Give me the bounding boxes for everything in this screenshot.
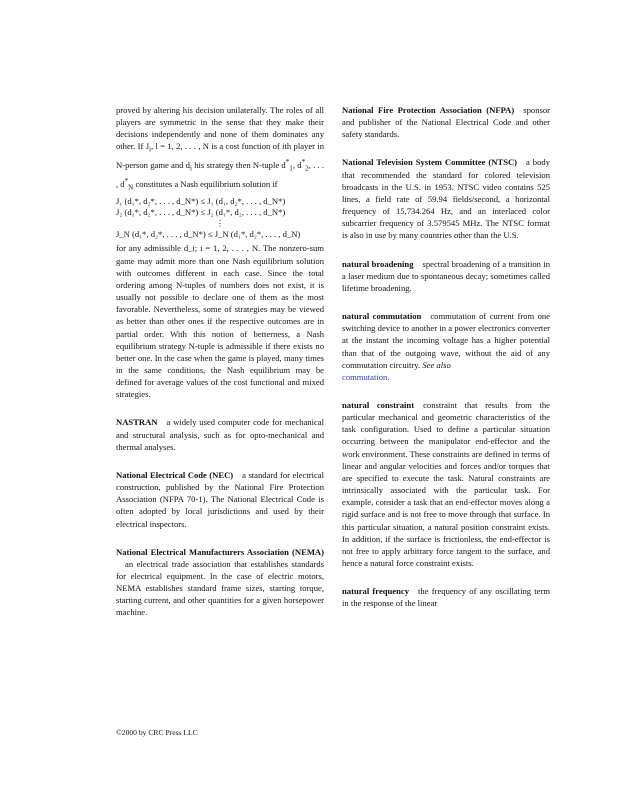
intro-paragraph: proved by altering his decision unilaterally. The roles of all players are symmetric in the sense that they make their decisions independently and none of them dominates any other. If $J_i$, l = 1, 2, . . . , N is a cost function of ith player in N-person game and $d_i$ his strategy then N-tuple $d^*_1$, $d^*_2$, . . . , $d^*_N$ constitutes a Nash equilibrium solution if	[116, 105, 325, 192]
nash-equations	[116, 196, 324, 241]
entry-nec: National Electrical Code (NEC) a standard for electrical construction, published by the National Fire Protection Association (NFPA 70-1). The National Electrical Code is often adopted by local jurisdictions and used by their electrical inspectors.	[116, 469, 324, 529]
equation-1: J₁ (d₁*, d₂*, . . . , d_N*) ≤ J₁ (d₁, d₂*, . . . , d_N*)	[116, 195, 286, 206]
vertical-ellipsis: ⋮	[215, 218, 225, 229]
after-equation-paragraph: for any admissible d_i; i = 1, 2, . . . , N. The nonzero-sum game may admit more than one Nash equilibrium solution with outcomes different in each case. Since the total ordering among N-tuples of numbers does not exist, it is usually not possible to declare one of them as the most favorable. Nevertheless, some of strategies may be viewed as better than other ones if the respective outcomes are in partial order. With this notion of betterness, a Nash equilibrium strategy N-tuple is admissible if there exists no better one. In the case when the game is played, many times in the same conditions, the Nash equilibrium may be defined for average values of the cost functional and mixed strategies.	[116, 243, 324, 400]
commutation-link[interactable]: commutation	[342, 371, 388, 382]
entry-nastran: NASTRAN a widely used computer code for mechanical and structural analysis, such as for opto-mechanical and thermal analyses.	[116, 417, 324, 452]
entry-nema: National Electrical Manufacturers Association (NEMA)an electrical trade association that establishes standards for electrical equipment. In the case of electric motors, NEMA establishes standard frame sizes, starting torque, starting current, and other quantities for a given horsepower machine.	[116, 546, 324, 618]
equation-n: J_N (d₁*, d₂*, . . . , d_N*) ≤ J_N (d₁*, d₂*, . . . , d_N)	[116, 229, 301, 240]
entry-natural-broadening: natural broadening spectral broadening of a transition in a laser medium due to spontaneous decay; sometimes called lifetime broadening.	[342, 258, 551, 293]
entry-natural-frequency: natural frequency the frequency of any oscillating term in the response of the linear	[342, 586, 551, 609]
left-column	[116, 104, 324, 619]
copyright-footer: ©2000 by CRC Press LLC	[116, 728, 198, 737]
entry-ntsc: National Television System Committee (NTSC) a body that recommended the standard for colored television broadcasts in the U.S. in 1953. NTSC video contains 525 lines, a field rate of 59.94 fields/second, a horizontal frequency of 15,734.264 Hz, and an interlaced color subcarrier frequency of 3.579545 MHz. The NTSC format is also in use by many countries other than the U.S.	[342, 157, 550, 241]
equation-2: J₂ (d₁*, d₂*, . . . , d_N*) ≤ J₂ (d₁*, d₂, . . . , d_N*)	[116, 207, 286, 218]
right-column	[342, 104, 550, 609]
entry-nfpa: National Fire Protection Association (NFPA) sponsor and publisher of the National Electrical Code and other safety standards.	[342, 105, 550, 140]
entry-natural-commutation: natural commutation commutation of current from one switching device to another in a power electronics converter at the instant the incoming voltage has a higher potential than that of the outgoing wave, without the aid of any commutation circuitry. See also commutation.	[342, 311, 550, 382]
entry-natural-constraint: natural constraint constraint that results from the particular mechanical and geometric characteristics of the task configuration. Used to define a particular situation occurring between the manipulator end-effector and the work environment. These constraints are defined in terms of linear and angular velocities and forces and/or torques that are specified to execute the task. Natural constraints are intrinsically associated with the particular task. For example, consider a task that an end-effector moves along a rigid surface and is not free to move through that surface. In this particular situation, a natural position constraint exists. In addition, if the surface is frictionless, the end-effector is not free to apply arbitrary force tangent to the surface, and hence a natural force constraint exists.	[342, 399, 550, 568]
